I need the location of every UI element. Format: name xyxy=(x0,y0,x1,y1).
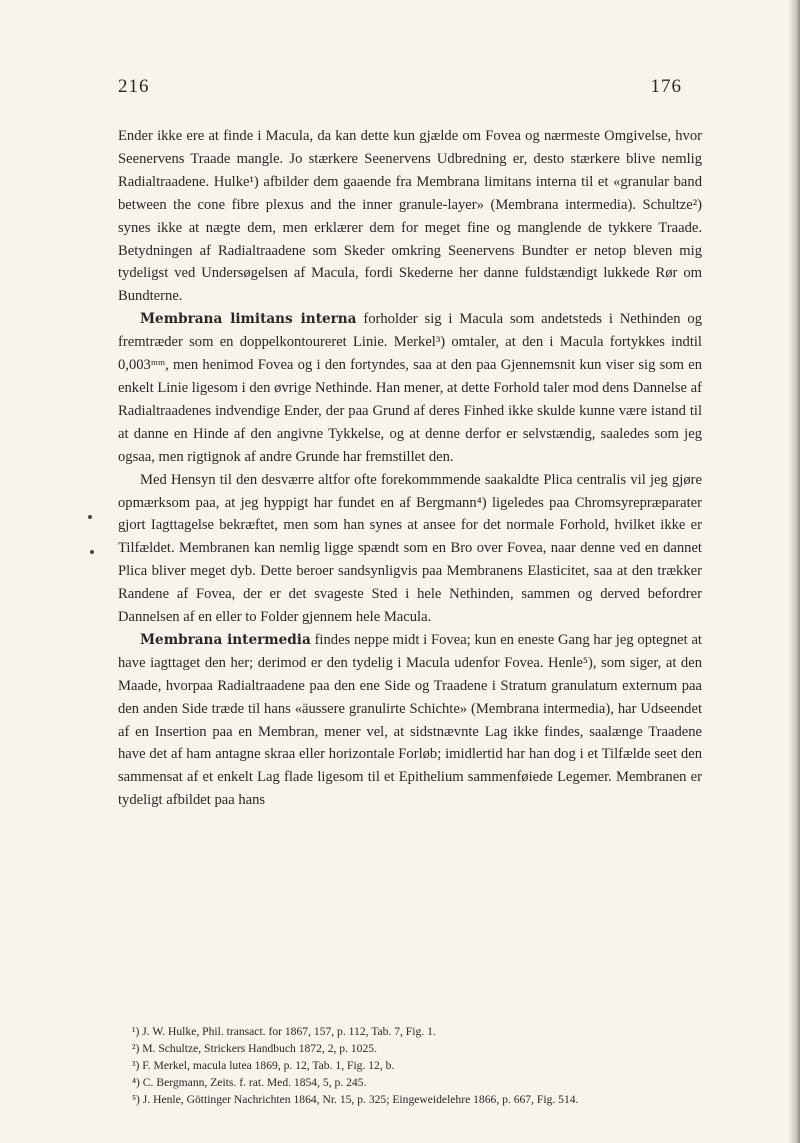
paragraph-3: Med Hensyn til den desværre altfor ofte forekommmende saakaldte Plica centralis vil jeg gjøre opmærksom paa, at jeg hyppigt har fundet en af Bergmann⁴) ligeledes paa Chromsyrepræparater gjort Iagttagelse bekræftet, men som han synes at ansee for det normale Forhold, hvilket ikke er Tilfældet. Membranen kan nemlig ligge spændt som en Bro over Fovea, naar denne ved en dannet Plica bliver meget dyb. Dette beroer sandsynligvis paa Membranens Elasticitet, saa at den trækker Randene af Fovea, der er det svageste Sted i hele Nethinden, sammen og derved befordrer Dannelsen af en eller to Folder gjennem hele Macula. xyxy=(118,471,702,626)
paragraph-2 xyxy=(118,308,702,468)
paragraph-1: Ender ikke ere at finde i Macula, da kan dette kun gjælde om Fovea og nærmeste Omgivelse, hvor Seenervens Traade mangle. Jo stærkere Seenervens Udbredning er, desto stærkere blive nemlig Radialtraadene. Hulke¹) afbilder dem gaaende fra Membrana limitans interna til et «granular band between the cone fibre plexus and the inner granule-layer» (Membrana intermedia). Schultze²) synes ikke at nægte dem, men erklærer dem for meget fine og manglende de tykkere Traade. Betydningen af Radialtraadene som Skeder omkring Seenervens Bundter er netop bleven mig tydeligst ved Undersøgelsen af Macula, fordi Skederne her danne fuldstændigt lukkede Rør om Bundterne. xyxy=(118,128,702,305)
footnote-2: ²) M. Schultze, Strickers Handbuch 1872, 2, p. 1025. xyxy=(132,1042,377,1055)
paragraph-4-body: findes neppe midt i Fovea; kun en eneste Gang har jeg optegnet at have iagttaget den her; derimod er den tydelig i Macula udenfor Fovea. Henle⁵), som siger, at den Maade, hvorpaa Radialtraadene paa den ene Side og Traadene i Stratum granulatum externum paa den anden Side træde til hans «äussere granulirte Schichte» (Membrana intermedia), har Udseendet af en Insertion paa en Membran, mener vel, at sidstnævnte Lag ikke findes, saalænge Traadene have det af ham antagne skraa eller horizontale Forløb; imidlertid har han dog i et Tilfælde seet den sammensat af et enkelt Lag flade ligesom til et Epithelium sammenføiede Legemer. Membranen er tydeligt afbildet paa hans xyxy=(118,631,702,809)
footnote-1: ¹) J. W. Hulke, Phil. transact. for 1867, 157, p. 112, Tab. 7, Fig. 1. xyxy=(132,1025,436,1038)
footnote-5: ⁵) J. Henle, Göttinger Nachrichten 1864, Nr. 15, p. 325; Eingeweidelehre 1866, p. 667, Fig. 514. xyxy=(132,1093,579,1106)
page-number-right: 176 xyxy=(650,76,682,97)
footnotes xyxy=(132,1023,702,1108)
paragraph-4 xyxy=(118,629,702,812)
margin-mark xyxy=(88,515,92,519)
body-text xyxy=(118,125,702,812)
term-intermedia: Membrana intermedia xyxy=(140,631,311,648)
margin-dot xyxy=(90,550,94,554)
term-limitans: Membrana limitans interna xyxy=(140,311,357,328)
paragraph-2-lead: forholder sig i Macula som andetsteds i Nethinden og fremtræder som en doppelkontoureret Linie. Merkel³) xyxy=(118,311,702,351)
page-number-left: 216 xyxy=(118,76,150,97)
page-edge-shadow xyxy=(788,0,800,1143)
paragraph-2-body: omtaler, at den i Macula fortykkes indtil 0,003ᵐᵐ, men henimod Fovea og i den fortyndes, saa at den paa Gjennemsnit kun viser sig som en enkelt Linie ligesom i den øvrige Nethinde. Han mener, at dette Forhold taler mod dens Dannelse af Radialtraadenes indvendige Ender, der paa Grund af deres Finhed ikke skulde kunne være istand til at danne en Hinde af den angivne Tykkelse, og at denne derfor er selvstændig, saaledes som jeg ogsaa, men rigtignok af andre Grunde har fremstillet den. xyxy=(118,334,702,465)
footnote-4: ⁴) C. Bergmann, Zeits. f. rat. Med. 1854, 5, p. 245. xyxy=(132,1076,367,1089)
footnote-3: ³) F. Merkel, macula lutea 1869, p. 12, Tab. 1, Fig. 12, b. xyxy=(132,1059,395,1072)
